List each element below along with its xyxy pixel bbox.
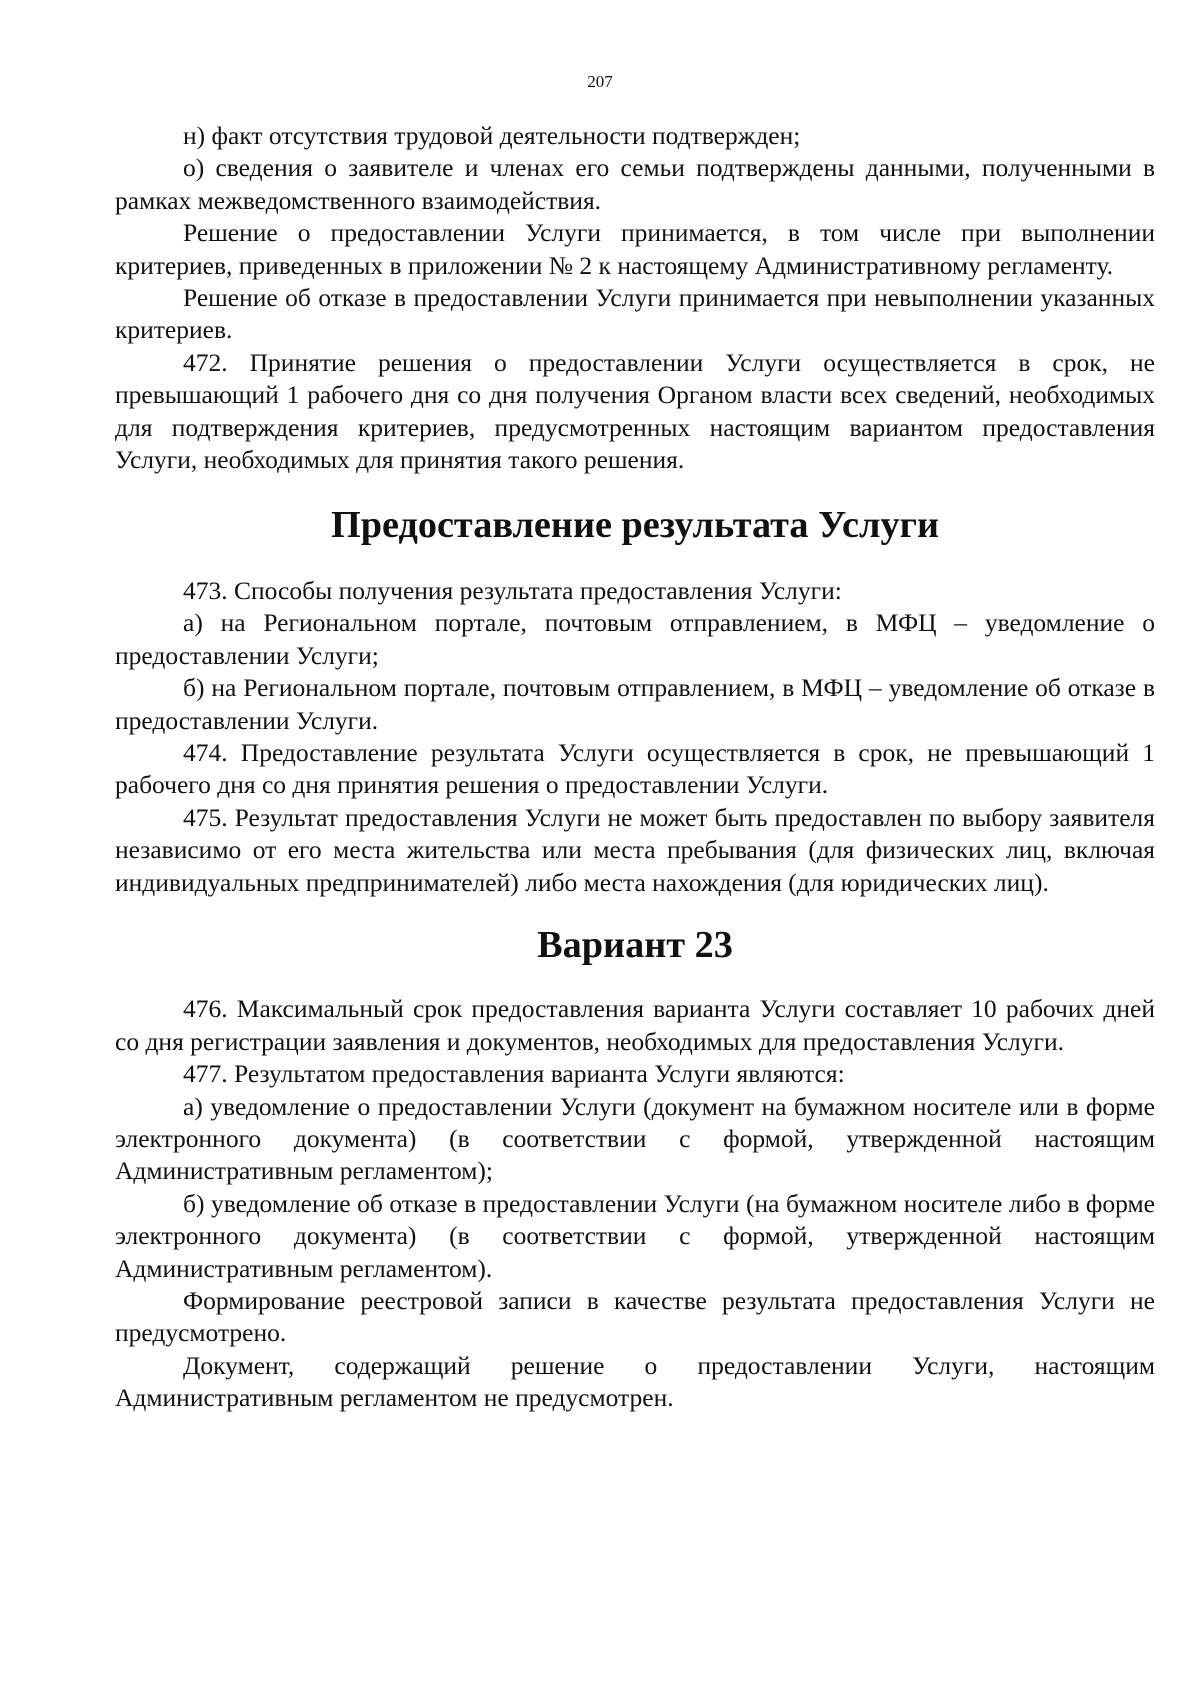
paragraph-473-a: а) на Региональном портале, почтовым отправлением, в МФЦ – уведомление о предоставлении Услуги; (115, 608, 1155, 670)
paragraph-476: 476. Максимальный срок предоставления варианта Услуги составляет 10 рабочих дней со дня регистрации заявления и документов, необходимых для предоставления Услуги. (115, 994, 1155, 1056)
paragraph-decision-refusal: Решение об отказе в предоставлении Услуги принимается при невыполнении указанных критериев. (115, 283, 1155, 345)
paragraph-475: 475. Результат предоставления Услуги не может быть предоставлен по выбору заявителя независимо от его места жительства или места пребывания (для физических лиц, включая индивидуальных предпринимателей) либо места нахождения (для юридических лиц). (115, 802, 1155, 897)
paragraph-474: 474. Предоставление результата Услуги осуществляется в срок, не превышающий 1 рабочего дня со дня принятия решения о предоставлении Услуги. (115, 737, 1155, 800)
paragraph-477-a: а) уведомление о предоставлении Услуги (документ на бумажном носителе или в форме электронного документа) (в соответствии с формой, утвержденной настоящим Административным регламентом); (115, 1091, 1155, 1186)
paragraph-472: 472. Принятие решения о предоставлении Услуги осуществляется в срок, не превышающий 1 рабочего дня со дня получения Органом власти всех сведений, необходимых для подтверждения критериев, предусмотренных настоящим вариантом предоставления Услуги, необходимых для принятия такого решения. (115, 347, 1155, 475)
paragraph-item-n: н) факт отсутствия трудовой деятельности подтвержден; (183, 121, 801, 150)
section-heading-result: Предоставление результата Услуги (330, 504, 939, 547)
paragraph-document-decision: Документ, содержащий решение о предоставлении Услуги, настоящим Административным регламентом не предусмотрен. (115, 1350, 1155, 1413)
document-body (115, 120, 1155, 1415)
paragraph-item-o: о) сведения о заявителе и членах его семьи подтверждены данными, полученными в рамках межведомственного взаимодействия. (115, 153, 1155, 215)
section-heading-variant-23: Вариант 23 (537, 923, 733, 966)
paragraph-registry-record: Формирование реестровой записи в качестве результата предоставления Услуги не предусмотрено. (115, 1286, 1155, 1348)
paragraph-473-b: б) на Региональном портале, почтовым отправлением, в МФЦ – уведомление об отказе в предоставлении Услуги. (115, 673, 1155, 735)
paragraph-477: 477. Результатом предоставления варианта Услуги являются: (183, 1059, 845, 1089)
page-number: 207 (587, 72, 613, 91)
paragraph-decision-grant: Решение о предоставлении Услуги принимается, в том числе при выполнении критериев, приведенных в приложении № 2 к настоящему Административному регламенту. (115, 218, 1155, 280)
paragraph-473: 473. Способы получения результата предоставления Услуги: (183, 575, 842, 605)
paragraph-477-b: б) уведомление об отказе в предоставлении Услуги (на бумажном носителе либо в форме электронного документа) (в соответствии с формой, утвержденной настоящим Административным регламентом). (115, 1188, 1155, 1283)
